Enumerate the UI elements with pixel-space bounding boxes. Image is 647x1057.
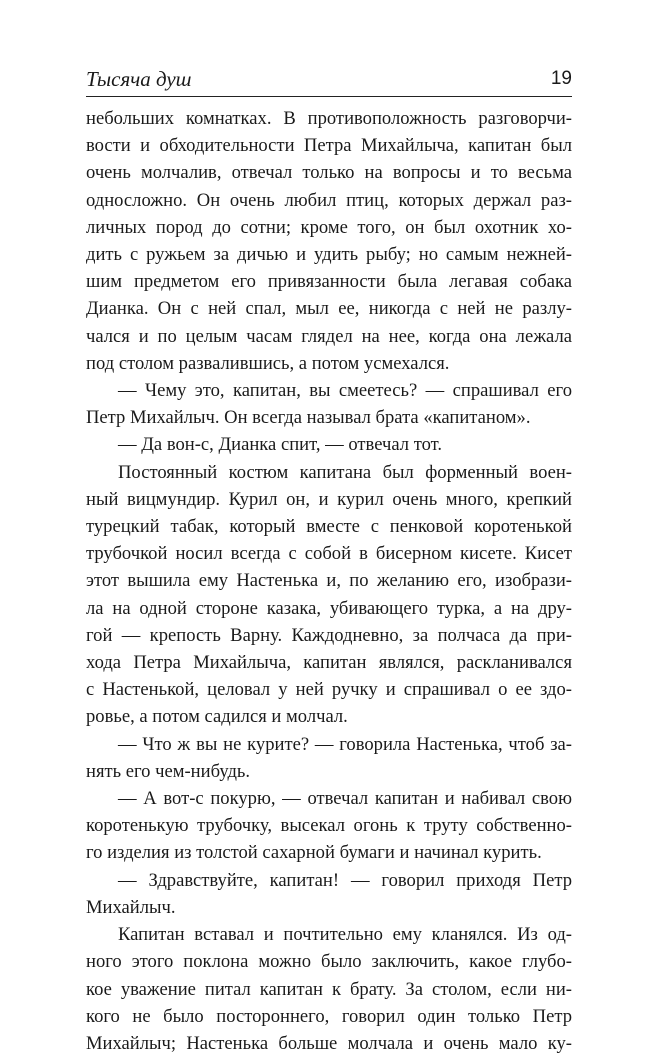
paragraph bbox=[86, 867, 572, 921]
text-line: — Здравствуйте, капитан! — говорил приходя Петр bbox=[118, 869, 572, 891]
text-line: Постоянный костюм капитана был форменный воен- bbox=[118, 461, 572, 483]
paragraph bbox=[86, 377, 572, 431]
page-header bbox=[86, 66, 572, 96]
text-line: Михайлыч. bbox=[86, 896, 176, 918]
paragraph bbox=[86, 731, 572, 785]
body-text bbox=[86, 105, 572, 1057]
text-line: нять его чем-нибудь. bbox=[86, 760, 251, 782]
paragraph bbox=[86, 105, 572, 377]
text-line: хода Петра Михайлыча, капитан являлся, раскланивался bbox=[86, 652, 572, 674]
paragraph bbox=[86, 785, 572, 867]
running-title: Тысяча душ bbox=[86, 67, 192, 91]
text-line: — Чему это, капитан, вы смеетесь? — спрашивал его bbox=[118, 380, 572, 402]
text-line: кое уважение питал капитан к брату. За столом, если ни- bbox=[86, 978, 572, 1000]
text-line: личных пород до сотни; кроме того, он был охотник хо- bbox=[86, 216, 572, 238]
text-line: Дианка. Он с ней спал, мыл ее, никогда с ней не разлу- bbox=[86, 298, 572, 320]
text-line: ного этого поклона можно было заключить, какое глубо- bbox=[86, 951, 572, 973]
text-line: с Настенькой, целовал у ней ручку и спрашивал о ее здо- bbox=[86, 679, 572, 701]
text-line: Михайлыч; Настенька больше молчала и очень мало ку- bbox=[86, 1032, 572, 1054]
text-line: ровье, а потом садился и молчал. bbox=[86, 706, 348, 728]
text-line: шим предметом его привязанности была легавая собака bbox=[86, 271, 572, 293]
text-line: кого не было постороннего, говорил один только Петр bbox=[86, 1005, 572, 1027]
paragraph bbox=[86, 921, 572, 1057]
text-line: го изделия из толстой сахарной бумаги и начинал курить. bbox=[86, 842, 542, 864]
text-line: — Что ж вы не курите? — говорила Настенька, чтоб за- bbox=[118, 733, 572, 755]
paragraph bbox=[86, 459, 572, 731]
text-line: Петр Михайлыч. Он всегда называл брата «капитаном». bbox=[86, 407, 531, 429]
header-divider bbox=[86, 96, 572, 97]
text-line: — А вот-с покурю, — отвечал капитан и набивал свою bbox=[118, 788, 572, 810]
text-line: трубочкой носил всегда с собой в бисерном кисете. Кисет bbox=[86, 543, 572, 565]
text-line: очень молчалив, отвечал только на вопросы и то весьма bbox=[86, 162, 572, 184]
text-line: гой — крепость Варну. Каждодневно, за полчаса да при- bbox=[86, 624, 572, 646]
text-line: Капитан вставал и почтительно ему кланялся. Из од- bbox=[118, 924, 572, 946]
text-line: этот вышила ему Настенька и, по желанию его, изобрази- bbox=[86, 570, 572, 592]
text-line: односложно. Он очень любил птиц, которых держал раз- bbox=[86, 189, 572, 211]
text-line: дить с ружьем за дичью и удить рыбу; но самым нежней- bbox=[86, 244, 572, 266]
text-line: вости и обходительности Петра Михайлыча, капитан был bbox=[86, 135, 572, 157]
text-line: турецкий табак, который вместе с пенковой коротенькой bbox=[86, 516, 572, 538]
text-line: ла на одной стороне казака, убивающего турка, а на дру- bbox=[86, 597, 572, 619]
paragraph bbox=[86, 431, 572, 458]
page-number: 19 bbox=[550, 68, 572, 89]
text-line: — Да вон-с, Дианка спит, — отвечал тот. bbox=[118, 434, 443, 456]
text-line: небольших комнатках. В противоположность разговорчи- bbox=[86, 108, 572, 129]
text-line: коротенькую трубочку, высекал огонь к труту собственно- bbox=[86, 815, 572, 837]
text-line: ный вицмундир. Курил он, и курил очень много, крепкий bbox=[86, 488, 572, 510]
text-line: под столом развалившись, а потом усмехался. bbox=[86, 352, 450, 374]
text-line: чался и по целым часам глядел на нее, когда она лежала bbox=[86, 325, 572, 347]
